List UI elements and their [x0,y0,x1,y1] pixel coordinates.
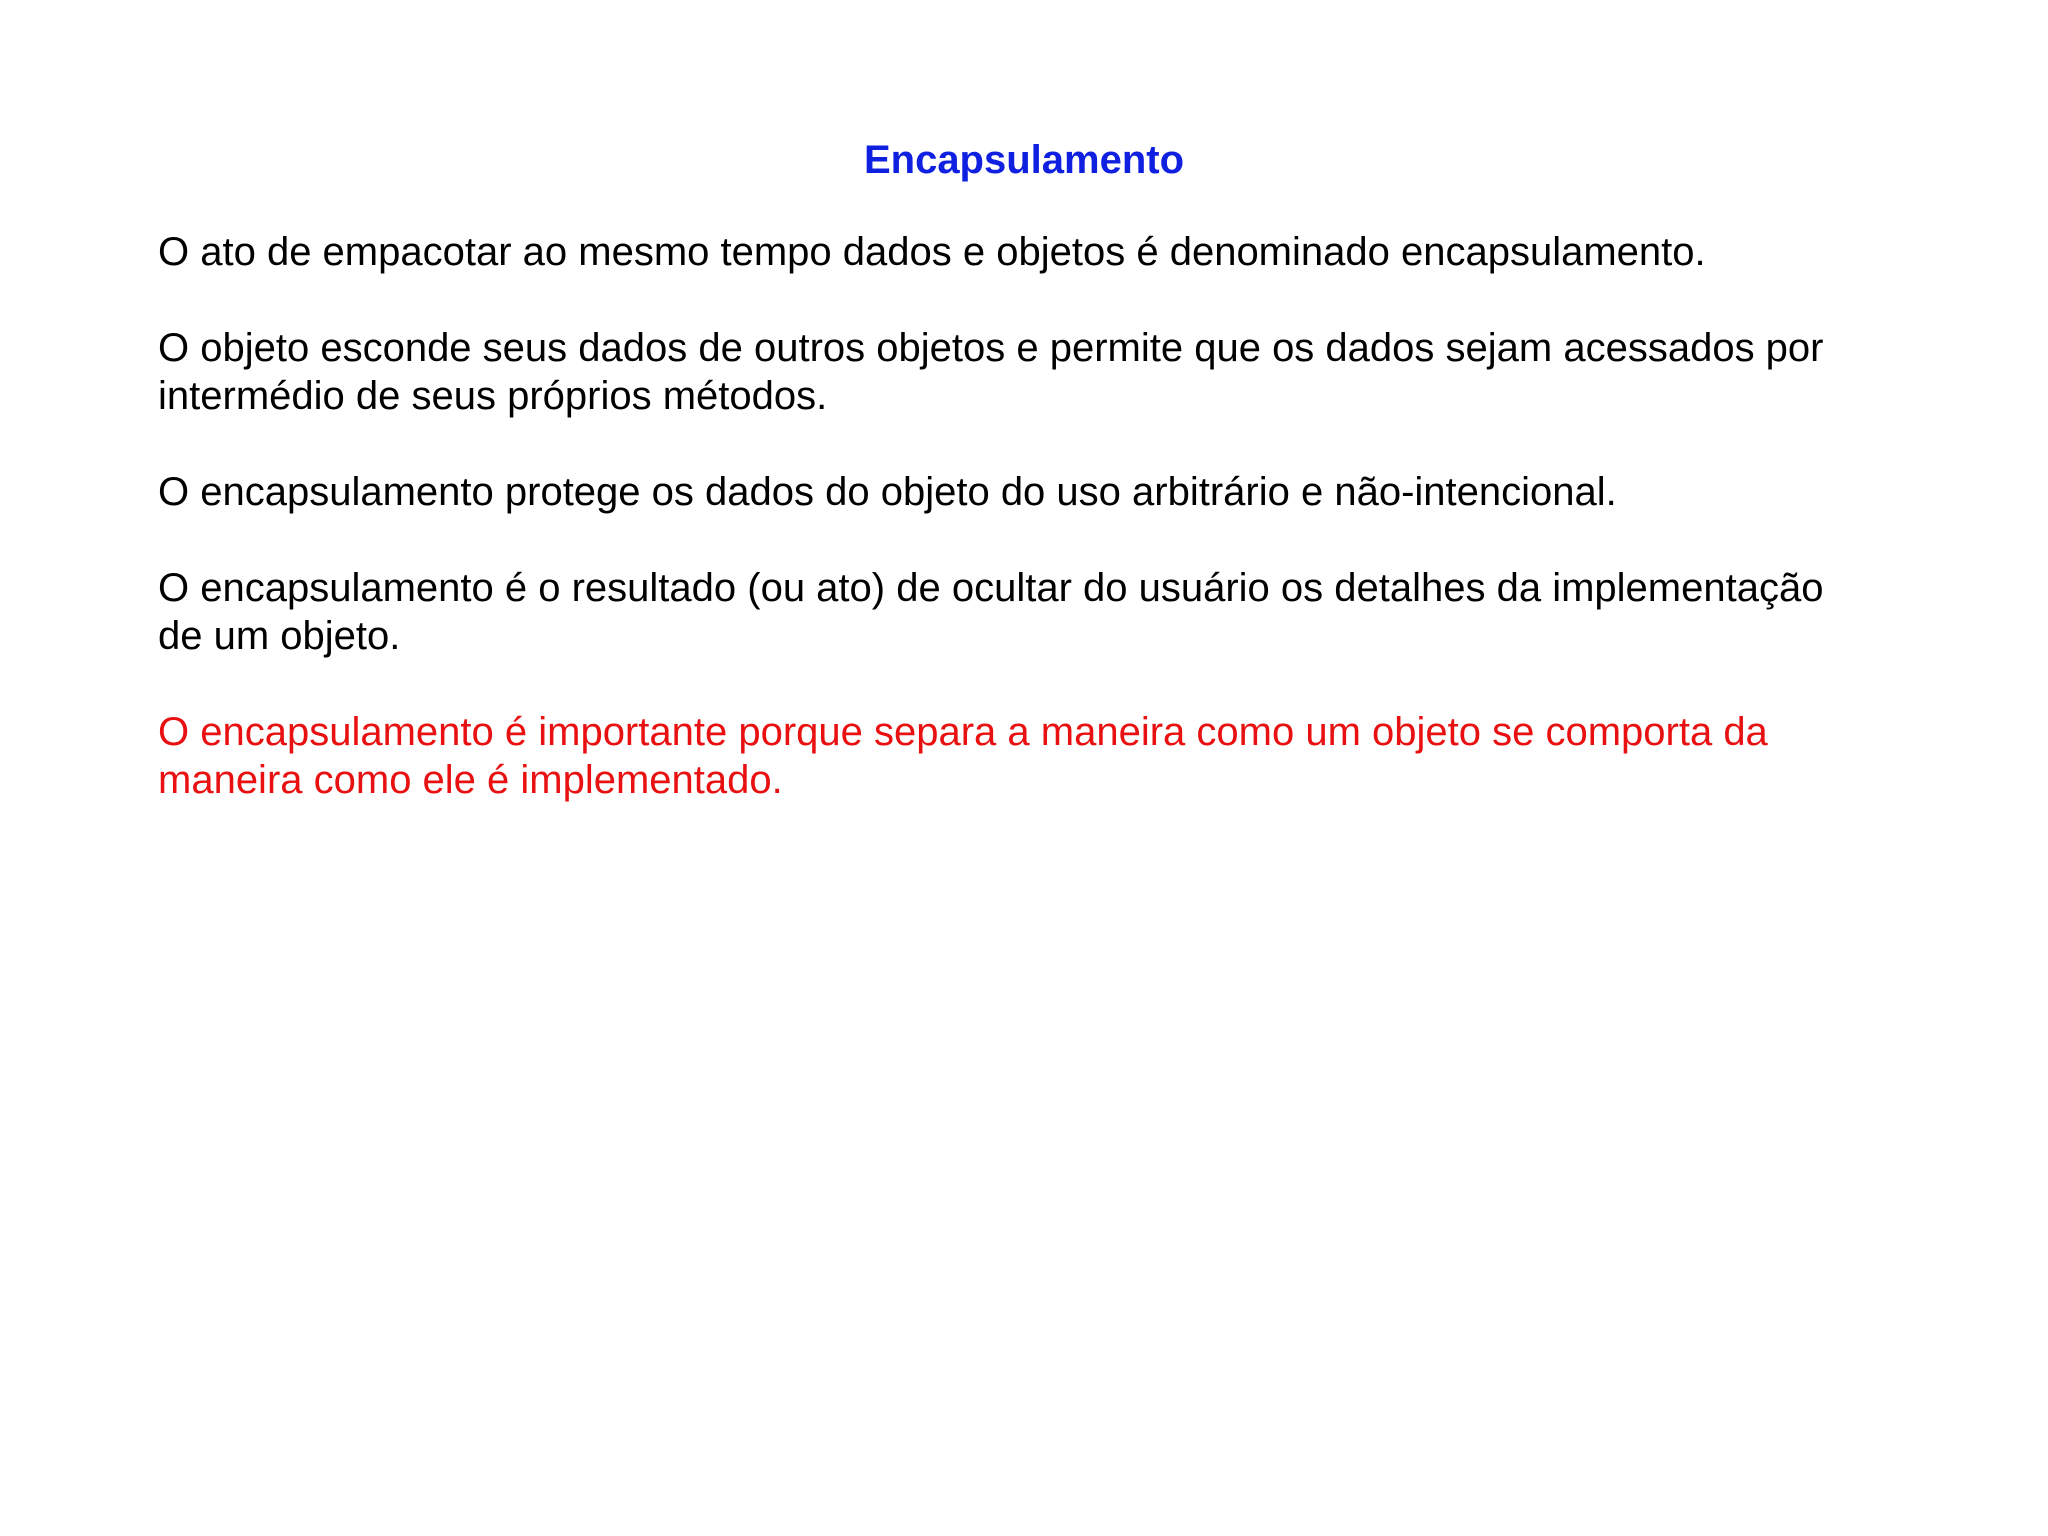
paragraph-line: O ato de empacotar ao mesmo tempo dados e objetos é denominado encapsulamento. [158,230,1706,274]
paragraph-line: O encapsulamento é importante porque separa a maneira como um objeto se comporta da [158,710,1768,754]
paragraph-data-hiding [158,324,1878,420]
paragraph-importance-highlight [158,708,1878,804]
paragraph-protection [158,468,1878,516]
paragraph-line: de um objeto. [158,614,401,658]
paragraph-definition [158,228,1878,276]
paragraph-line: intermédio de seus próprios métodos. [158,374,828,418]
paragraph-implementation-hiding [158,564,1878,660]
paragraph-line: O objeto esconde seus dados de outros objetos e permite que os dados sejam acessados por [158,326,1824,370]
slide-title: Encapsulamento [863,138,1185,182]
paragraph-line: maneira como ele é implementado. [158,758,783,802]
paragraph-line: O encapsulamento protege os dados do objeto do uso arbitrário e não-intencional. [158,470,1617,514]
slide-body [158,228,1878,852]
paragraph-line: O encapsulamento é o resultado (ou ato) de ocultar do usuário os detalhes da implementação [158,566,1824,610]
